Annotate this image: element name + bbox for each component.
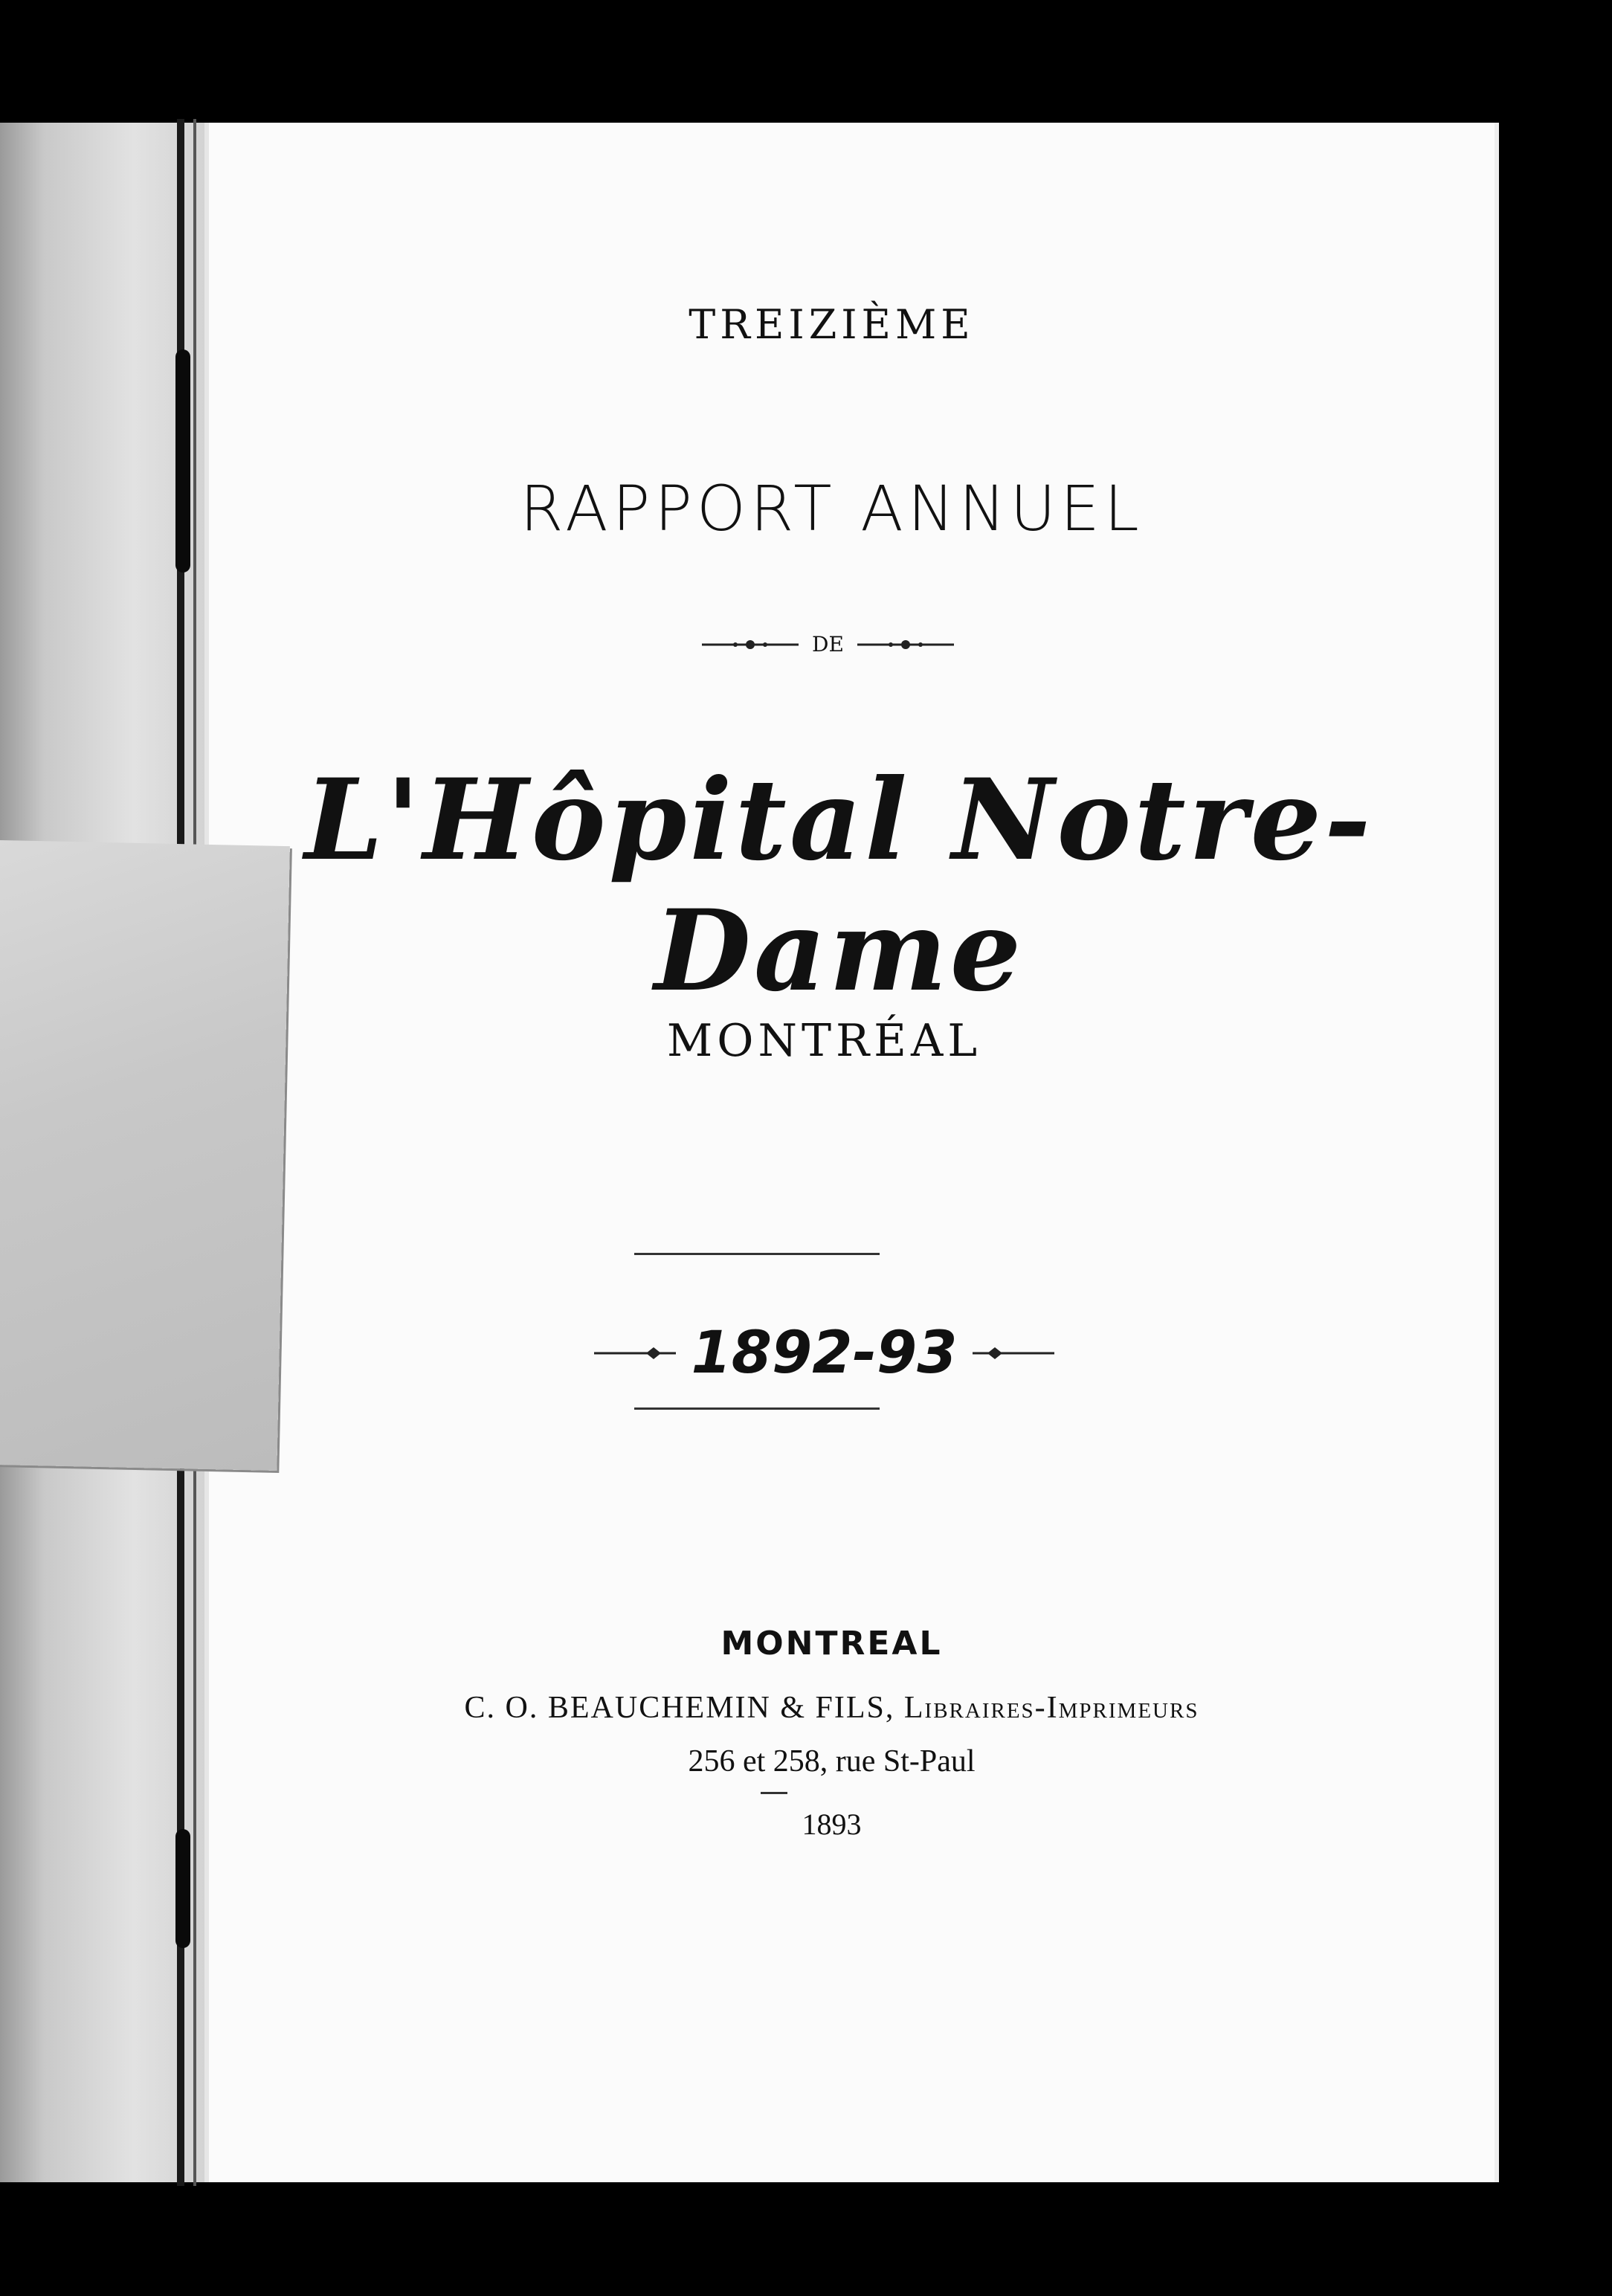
paper-flap [0, 840, 290, 1471]
imprint-address: 256 et 258, rue St-Paul [688, 1744, 976, 1779]
bottom-rule [634, 1407, 880, 1410]
left-flourish-icon [594, 1344, 676, 1362]
publisher-name: C. O. BEAUCHEMIN & FILS, [464, 1691, 895, 1725]
right-flourish-icon [973, 1344, 1054, 1362]
connector-word: DE [812, 632, 844, 657]
top-rule [634, 1253, 880, 1255]
period-row [179, 1320, 1469, 1387]
left-ornament-icon [702, 637, 799, 652]
imprint-city: MONTREAL [720, 1625, 943, 1663]
right-ornament-icon [857, 637, 954, 652]
connector-row [183, 632, 1473, 657]
ordinal-heading: TREIZIÈME [689, 301, 975, 348]
imprint-year: 1893 [802, 1808, 862, 1841]
binding-stitch [175, 1829, 190, 1948]
title-page [204, 123, 1499, 2182]
city-heading: MONTRÉAL [666, 1015, 982, 1067]
imprint-dash [761, 1792, 787, 1794]
report-title: RAPPORT ANNUEL [520, 472, 1144, 545]
publisher-role: Libraires-Imprimeurs [903, 1691, 1199, 1725]
period-years: 1892-93 [691, 1320, 958, 1387]
institution-title: L'Hôpital Notre-Dame [304, 755, 1374, 1016]
imprint-publisher [187, 1690, 1477, 1726]
